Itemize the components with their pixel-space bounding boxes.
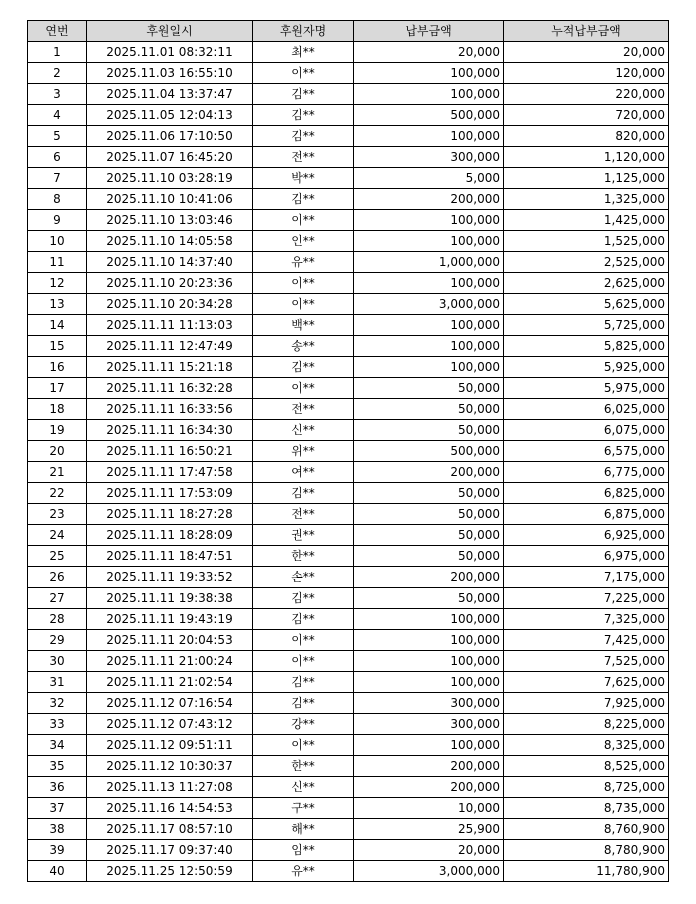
cell-cumulative: 7,225,000 xyxy=(504,588,669,609)
table-row xyxy=(28,525,669,546)
table-row xyxy=(28,126,669,147)
table-row xyxy=(28,252,669,273)
table-row xyxy=(28,651,669,672)
table-row xyxy=(28,63,669,84)
cell-datetime: 2025.11.11 19:33:52 xyxy=(87,567,253,588)
cell-no: 35 xyxy=(28,756,87,777)
table-row xyxy=(28,168,669,189)
cell-datetime: 2025.11.12 07:43:12 xyxy=(87,714,253,735)
cell-donor: 위** xyxy=(253,441,354,462)
table-row xyxy=(28,147,669,168)
cell-no: 2 xyxy=(28,63,87,84)
cell-no: 4 xyxy=(28,105,87,126)
cell-no: 10 xyxy=(28,231,87,252)
cell-amount: 100,000 xyxy=(354,273,504,294)
table-header xyxy=(28,21,669,42)
cell-no: 16 xyxy=(28,357,87,378)
cell-cumulative: 7,625,000 xyxy=(504,672,669,693)
table-row xyxy=(28,819,669,840)
table-row xyxy=(28,798,669,819)
cell-donor: 이** xyxy=(253,294,354,315)
cell-amount: 50,000 xyxy=(354,525,504,546)
cell-amount: 3,000,000 xyxy=(354,861,504,882)
cell-cumulative: 8,525,000 xyxy=(504,756,669,777)
cell-amount: 10,000 xyxy=(354,798,504,819)
cell-no: 31 xyxy=(28,672,87,693)
cell-amount: 300,000 xyxy=(354,714,504,735)
cell-no: 33 xyxy=(28,714,87,735)
cell-amount: 50,000 xyxy=(354,399,504,420)
cell-donor: 백** xyxy=(253,315,354,336)
cell-amount: 100,000 xyxy=(354,651,504,672)
cell-amount: 100,000 xyxy=(354,672,504,693)
table-row xyxy=(28,189,669,210)
cell-donor: 유** xyxy=(253,252,354,273)
table-row xyxy=(28,273,669,294)
table-row xyxy=(28,462,669,483)
cell-no: 19 xyxy=(28,420,87,441)
cell-no: 25 xyxy=(28,546,87,567)
table-row xyxy=(28,672,669,693)
cell-datetime: 2025.11.11 21:02:54 xyxy=(87,672,253,693)
cell-amount: 100,000 xyxy=(354,84,504,105)
cell-amount: 200,000 xyxy=(354,567,504,588)
cell-datetime: 2025.11.11 16:32:28 xyxy=(87,378,253,399)
cell-no: 9 xyxy=(28,210,87,231)
table-row xyxy=(28,714,669,735)
cell-datetime: 2025.11.10 10:41:06 xyxy=(87,189,253,210)
cell-cumulative: 7,175,000 xyxy=(504,567,669,588)
cell-amount: 20,000 xyxy=(354,840,504,861)
cell-no: 32 xyxy=(28,693,87,714)
cell-datetime: 2025.11.11 16:34:30 xyxy=(87,420,253,441)
cell-datetime: 2025.11.11 19:43:19 xyxy=(87,609,253,630)
cell-amount: 50,000 xyxy=(354,378,504,399)
table-row xyxy=(28,483,669,504)
cell-amount: 300,000 xyxy=(354,693,504,714)
table-row xyxy=(28,840,669,861)
cell-no: 23 xyxy=(28,504,87,525)
cell-datetime: 2025.11.17 08:57:10 xyxy=(87,819,253,840)
cell-amount: 50,000 xyxy=(354,420,504,441)
table-row xyxy=(28,777,669,798)
cell-datetime: 2025.11.05 12:04:13 xyxy=(87,105,253,126)
cell-datetime: 2025.11.16 14:54:53 xyxy=(87,798,253,819)
cell-no: 39 xyxy=(28,840,87,861)
cell-no: 1 xyxy=(28,42,87,63)
cell-donor: 김** xyxy=(253,672,354,693)
cell-cumulative: 1,425,000 xyxy=(504,210,669,231)
cell-no: 38 xyxy=(28,819,87,840)
cell-cumulative: 5,725,000 xyxy=(504,315,669,336)
cell-cumulative: 6,075,000 xyxy=(504,420,669,441)
header-no: 연번 xyxy=(28,21,87,42)
cell-datetime: 2025.11.12 10:30:37 xyxy=(87,756,253,777)
cell-datetime: 2025.11.11 12:47:49 xyxy=(87,336,253,357)
cell-amount: 100,000 xyxy=(354,609,504,630)
cell-datetime: 2025.11.12 07:16:54 xyxy=(87,693,253,714)
cell-datetime: 2025.11.10 13:03:46 xyxy=(87,210,253,231)
cell-cumulative: 6,775,000 xyxy=(504,462,669,483)
cell-donor: 한** xyxy=(253,546,354,567)
cell-no: 18 xyxy=(28,399,87,420)
cell-amount: 50,000 xyxy=(354,483,504,504)
table-body xyxy=(28,42,669,882)
table-row xyxy=(28,231,669,252)
cell-no: 7 xyxy=(28,168,87,189)
cell-amount: 20,000 xyxy=(354,42,504,63)
table-row xyxy=(28,693,669,714)
cell-donor: 이** xyxy=(253,63,354,84)
cell-donor: 손** xyxy=(253,567,354,588)
cell-donor: 권** xyxy=(253,525,354,546)
cell-datetime: 2025.11.10 20:34:28 xyxy=(87,294,253,315)
cell-amount: 25,900 xyxy=(354,819,504,840)
cell-amount: 100,000 xyxy=(354,231,504,252)
cell-datetime: 2025.11.11 15:21:18 xyxy=(87,357,253,378)
cell-cumulative: 6,925,000 xyxy=(504,525,669,546)
cell-amount: 200,000 xyxy=(354,777,504,798)
header-row xyxy=(28,21,669,42)
donation-sheet xyxy=(27,20,669,882)
cell-cumulative: 8,760,900 xyxy=(504,819,669,840)
table-row xyxy=(28,861,669,882)
cell-datetime: 2025.11.11 11:13:03 xyxy=(87,315,253,336)
cell-cumulative: 20,000 xyxy=(504,42,669,63)
cell-cumulative: 5,625,000 xyxy=(504,294,669,315)
cell-no: 17 xyxy=(28,378,87,399)
table-row xyxy=(28,588,669,609)
cell-cumulative: 5,925,000 xyxy=(504,357,669,378)
cell-no: 21 xyxy=(28,462,87,483)
cell-donor: 이** xyxy=(253,735,354,756)
table-row xyxy=(28,630,669,651)
cell-no: 40 xyxy=(28,861,87,882)
header-datetime: 후원일시 xyxy=(87,21,253,42)
cell-amount: 3,000,000 xyxy=(354,294,504,315)
cell-cumulative: 1,120,000 xyxy=(504,147,669,168)
cell-donor: 김** xyxy=(253,693,354,714)
cell-datetime: 2025.11.10 03:28:19 xyxy=(87,168,253,189)
cell-cumulative: 6,025,000 xyxy=(504,399,669,420)
cell-donor: 김** xyxy=(253,588,354,609)
table-row xyxy=(28,567,669,588)
cell-donor: 김** xyxy=(253,357,354,378)
cell-donor: 김** xyxy=(253,483,354,504)
cell-amount: 200,000 xyxy=(354,189,504,210)
cell-datetime: 2025.11.07 16:45:20 xyxy=(87,147,253,168)
cell-donor: 김** xyxy=(253,126,354,147)
cell-amount: 300,000 xyxy=(354,147,504,168)
cell-amount: 100,000 xyxy=(354,210,504,231)
cell-donor: 이** xyxy=(253,651,354,672)
cell-amount: 200,000 xyxy=(354,756,504,777)
cell-datetime: 2025.11.11 18:27:28 xyxy=(87,504,253,525)
cell-donor: 전** xyxy=(253,504,354,525)
cell-cumulative: 5,825,000 xyxy=(504,336,669,357)
cell-amount: 50,000 xyxy=(354,504,504,525)
cell-amount: 50,000 xyxy=(354,546,504,567)
table-row xyxy=(28,546,669,567)
cell-donor: 김** xyxy=(253,609,354,630)
cell-datetime: 2025.11.11 18:47:51 xyxy=(87,546,253,567)
table-row xyxy=(28,504,669,525)
cell-datetime: 2025.11.10 14:37:40 xyxy=(87,252,253,273)
cell-no: 34 xyxy=(28,735,87,756)
cell-donor: 김** xyxy=(253,105,354,126)
cell-amount: 1,000,000 xyxy=(354,252,504,273)
table-row xyxy=(28,378,669,399)
cell-cumulative: 8,325,000 xyxy=(504,735,669,756)
cell-cumulative: 5,975,000 xyxy=(504,378,669,399)
cell-amount: 100,000 xyxy=(354,357,504,378)
cell-amount: 100,000 xyxy=(354,126,504,147)
cell-datetime: 2025.11.17 09:37:40 xyxy=(87,840,253,861)
cell-no: 36 xyxy=(28,777,87,798)
table-row xyxy=(28,105,669,126)
cell-no: 27 xyxy=(28,588,87,609)
cell-datetime: 2025.11.10 20:23:36 xyxy=(87,273,253,294)
cell-datetime: 2025.11.13 11:27:08 xyxy=(87,777,253,798)
cell-amount: 100,000 xyxy=(354,63,504,84)
cell-no: 22 xyxy=(28,483,87,504)
cell-datetime: 2025.11.01 08:32:11 xyxy=(87,42,253,63)
cell-no: 26 xyxy=(28,567,87,588)
cell-amount: 5,000 xyxy=(354,168,504,189)
cell-donor: 박** xyxy=(253,168,354,189)
cell-datetime: 2025.11.11 16:33:56 xyxy=(87,399,253,420)
cell-no: 30 xyxy=(28,651,87,672)
table-row xyxy=(28,756,669,777)
cell-donor: 신** xyxy=(253,777,354,798)
cell-cumulative: 8,735,000 xyxy=(504,798,669,819)
cell-datetime: 2025.11.11 17:53:09 xyxy=(87,483,253,504)
cell-no: 20 xyxy=(28,441,87,462)
header-donor: 후원자명 xyxy=(253,21,354,42)
cell-donor: 강** xyxy=(253,714,354,735)
cell-datetime: 2025.11.25 12:50:59 xyxy=(87,861,253,882)
table-row xyxy=(28,609,669,630)
cell-no: 3 xyxy=(28,84,87,105)
cell-amount: 500,000 xyxy=(354,105,504,126)
cell-cumulative: 8,225,000 xyxy=(504,714,669,735)
cell-amount: 100,000 xyxy=(354,336,504,357)
cell-no: 37 xyxy=(28,798,87,819)
cell-cumulative: 7,925,000 xyxy=(504,693,669,714)
cell-cumulative: 8,780,900 xyxy=(504,840,669,861)
table-row xyxy=(28,420,669,441)
header-amount: 납부금액 xyxy=(354,21,504,42)
cell-no: 29 xyxy=(28,630,87,651)
cell-cumulative: 7,325,000 xyxy=(504,609,669,630)
cell-cumulative: 6,975,000 xyxy=(504,546,669,567)
table-row xyxy=(28,294,669,315)
cell-donor: 김** xyxy=(253,84,354,105)
cell-cumulative: 120,000 xyxy=(504,63,669,84)
cell-donor: 이** xyxy=(253,210,354,231)
cell-donor: 구** xyxy=(253,798,354,819)
cell-no: 24 xyxy=(28,525,87,546)
cell-datetime: 2025.11.12 09:51:11 xyxy=(87,735,253,756)
cell-datetime: 2025.11.11 18:28:09 xyxy=(87,525,253,546)
cell-donor: 유** xyxy=(253,861,354,882)
cell-cumulative: 1,525,000 xyxy=(504,231,669,252)
cell-donor: 전** xyxy=(253,147,354,168)
cell-no: 6 xyxy=(28,147,87,168)
table-row xyxy=(28,315,669,336)
cell-donor: 한** xyxy=(253,756,354,777)
table-row xyxy=(28,399,669,420)
cell-donor: 전** xyxy=(253,399,354,420)
cell-cumulative: 6,875,000 xyxy=(504,504,669,525)
cell-amount: 50,000 xyxy=(354,588,504,609)
cell-no: 11 xyxy=(28,252,87,273)
cell-amount: 100,000 xyxy=(354,630,504,651)
cell-no: 5 xyxy=(28,126,87,147)
cell-donor: 이** xyxy=(253,630,354,651)
cell-cumulative: 6,575,000 xyxy=(504,441,669,462)
cell-donor: 김** xyxy=(253,189,354,210)
donation-table xyxy=(27,20,669,882)
cell-cumulative: 2,525,000 xyxy=(504,252,669,273)
cell-cumulative: 8,725,000 xyxy=(504,777,669,798)
cell-donor: 최** xyxy=(253,42,354,63)
header-cumulative: 누적납부금액 xyxy=(504,21,669,42)
cell-datetime: 2025.11.11 17:47:58 xyxy=(87,462,253,483)
cell-datetime: 2025.11.11 20:04:53 xyxy=(87,630,253,651)
cell-cumulative: 820,000 xyxy=(504,126,669,147)
cell-no: 15 xyxy=(28,336,87,357)
cell-datetime: 2025.11.11 21:00:24 xyxy=(87,651,253,672)
cell-no: 12 xyxy=(28,273,87,294)
cell-amount: 100,000 xyxy=(354,315,504,336)
cell-cumulative: 1,325,000 xyxy=(504,189,669,210)
cell-donor: 인** xyxy=(253,231,354,252)
cell-cumulative: 6,825,000 xyxy=(504,483,669,504)
cell-amount: 500,000 xyxy=(354,441,504,462)
cell-datetime: 2025.11.11 16:50:21 xyxy=(87,441,253,462)
cell-cumulative: 1,125,000 xyxy=(504,168,669,189)
cell-donor: 임** xyxy=(253,840,354,861)
cell-donor: 송** xyxy=(253,336,354,357)
cell-donor: 이** xyxy=(253,273,354,294)
table-row xyxy=(28,441,669,462)
cell-amount: 200,000 xyxy=(354,462,504,483)
cell-no: 8 xyxy=(28,189,87,210)
cell-cumulative: 7,425,000 xyxy=(504,630,669,651)
table-row xyxy=(28,357,669,378)
cell-donor: 신** xyxy=(253,420,354,441)
cell-cumulative: 2,625,000 xyxy=(504,273,669,294)
cell-no: 28 xyxy=(28,609,87,630)
cell-no: 13 xyxy=(28,294,87,315)
cell-donor: 여** xyxy=(253,462,354,483)
cell-donor: 해** xyxy=(253,819,354,840)
cell-datetime: 2025.11.03 16:55:10 xyxy=(87,63,253,84)
cell-amount: 100,000 xyxy=(354,735,504,756)
table-row xyxy=(28,84,669,105)
table-row xyxy=(28,210,669,231)
table-row xyxy=(28,42,669,63)
table-row xyxy=(28,336,669,357)
table-row xyxy=(28,735,669,756)
cell-datetime: 2025.11.06 17:10:50 xyxy=(87,126,253,147)
cell-datetime: 2025.11.10 14:05:58 xyxy=(87,231,253,252)
cell-donor: 이** xyxy=(253,378,354,399)
cell-cumulative: 11,780,900 xyxy=(504,861,669,882)
cell-cumulative: 7,525,000 xyxy=(504,651,669,672)
cell-no: 14 xyxy=(28,315,87,336)
cell-datetime: 2025.11.04 13:37:47 xyxy=(87,84,253,105)
cell-datetime: 2025.11.11 19:38:38 xyxy=(87,588,253,609)
cell-cumulative: 220,000 xyxy=(504,84,669,105)
cell-cumulative: 720,000 xyxy=(504,105,669,126)
